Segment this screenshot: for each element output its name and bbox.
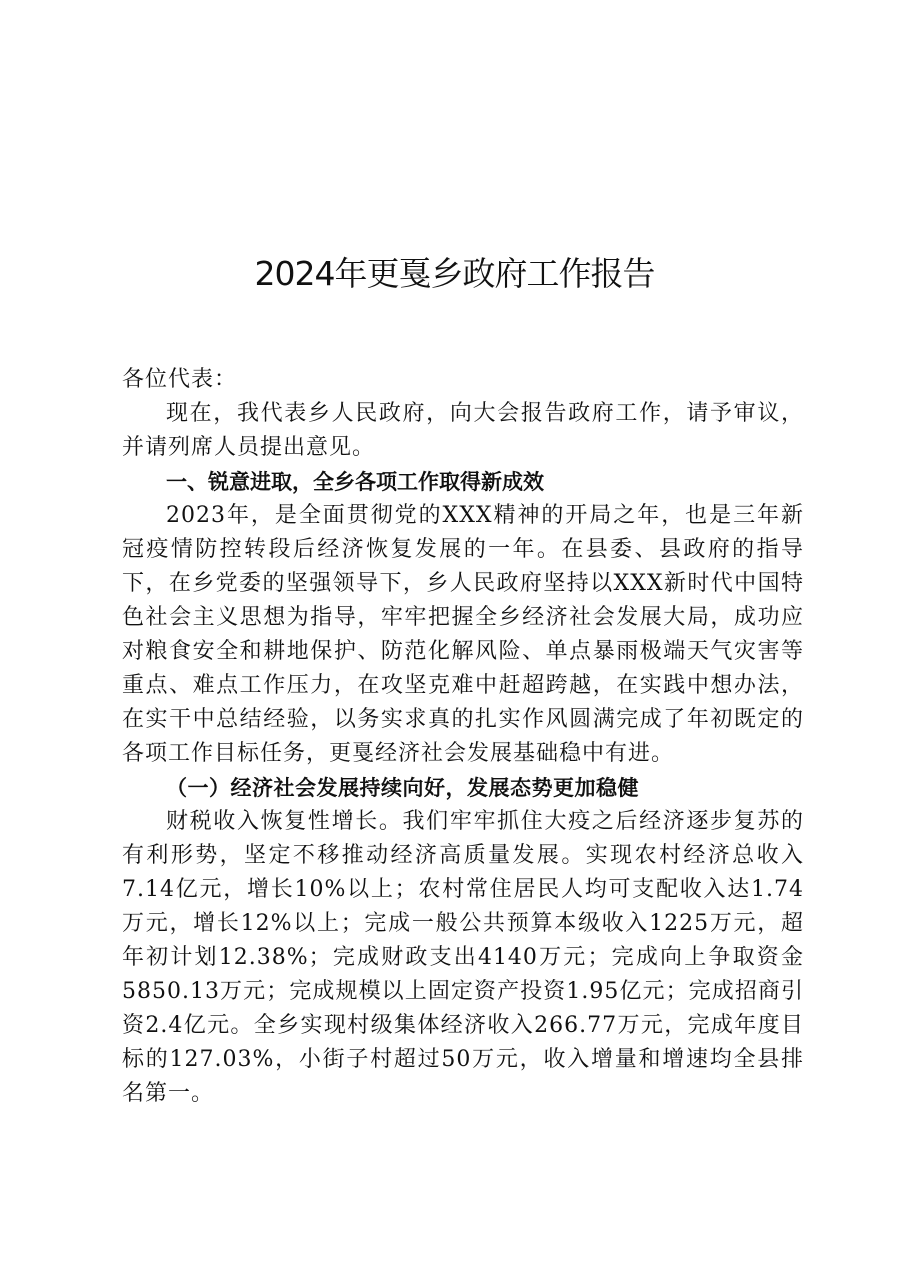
- subsection-heading: （一）经济社会发展持续向好，发展态势更加稳健: [166, 775, 639, 800]
- document-body: [122, 363, 804, 1111]
- document-title: 2024年更戛乡政府工作报告: [254, 254, 655, 293]
- opening-paragraph: 现在，我代表乡人民政府，向大会报告政府工作，请予审议，并请列席人员提出意见。: [122, 401, 804, 460]
- salutation: 各位代表：: [122, 367, 238, 392]
- subsection-paragraph: 财税收入恢复性增长。我们牢牢抓住大疫之后经济逐步复苏的有利形势，坚定不移推动经济高质量发展。实现农村经济总收入7.14亿元，增长10%以上；农村常住居民人均可支配收入达1.74万元，增长12%以上；完成一般公共预算本级收入1225万元，超年初计划12.38%；完成财政支出4140万元；完成向上争取资金5850.13万元；完成规模以上固定资产投资1.95亿元；完成招商引资2.4亿元。全乡实现村级集体经济收入266.77万元，完成年度目标的127.03%，小街子村超过50万元，收入增量和增速均全县排名第一。: [122, 809, 804, 1106]
- section-intro-paragraph: 2023年，是全面贯彻党的XXX精神的开局之年，也是三年新冠疫情防控转段后经济恢复发展的一年。在县委、县政府的指导下，在乡党委的坚强领导下，乡人民政府坚持以XXX新时代中国特色社会主义思想为指导，牢牢把握全乡经济社会发展大局，成功应对粮食安全和耕地保护、防范化解风险、单点暴雨极端天气灾害等重点、难点工作压力，在攻坚克难中赶超跨越，在实践中想办法，在实干中总结经验，以务实求真的扎实作风圆满完成了年初既定的各项工作目标任务，更戛经济社会发展基础稳中有进。: [122, 503, 804, 766]
- section-heading: 一、锐意进取，全乡各项工作取得新成效: [166, 470, 544, 494]
